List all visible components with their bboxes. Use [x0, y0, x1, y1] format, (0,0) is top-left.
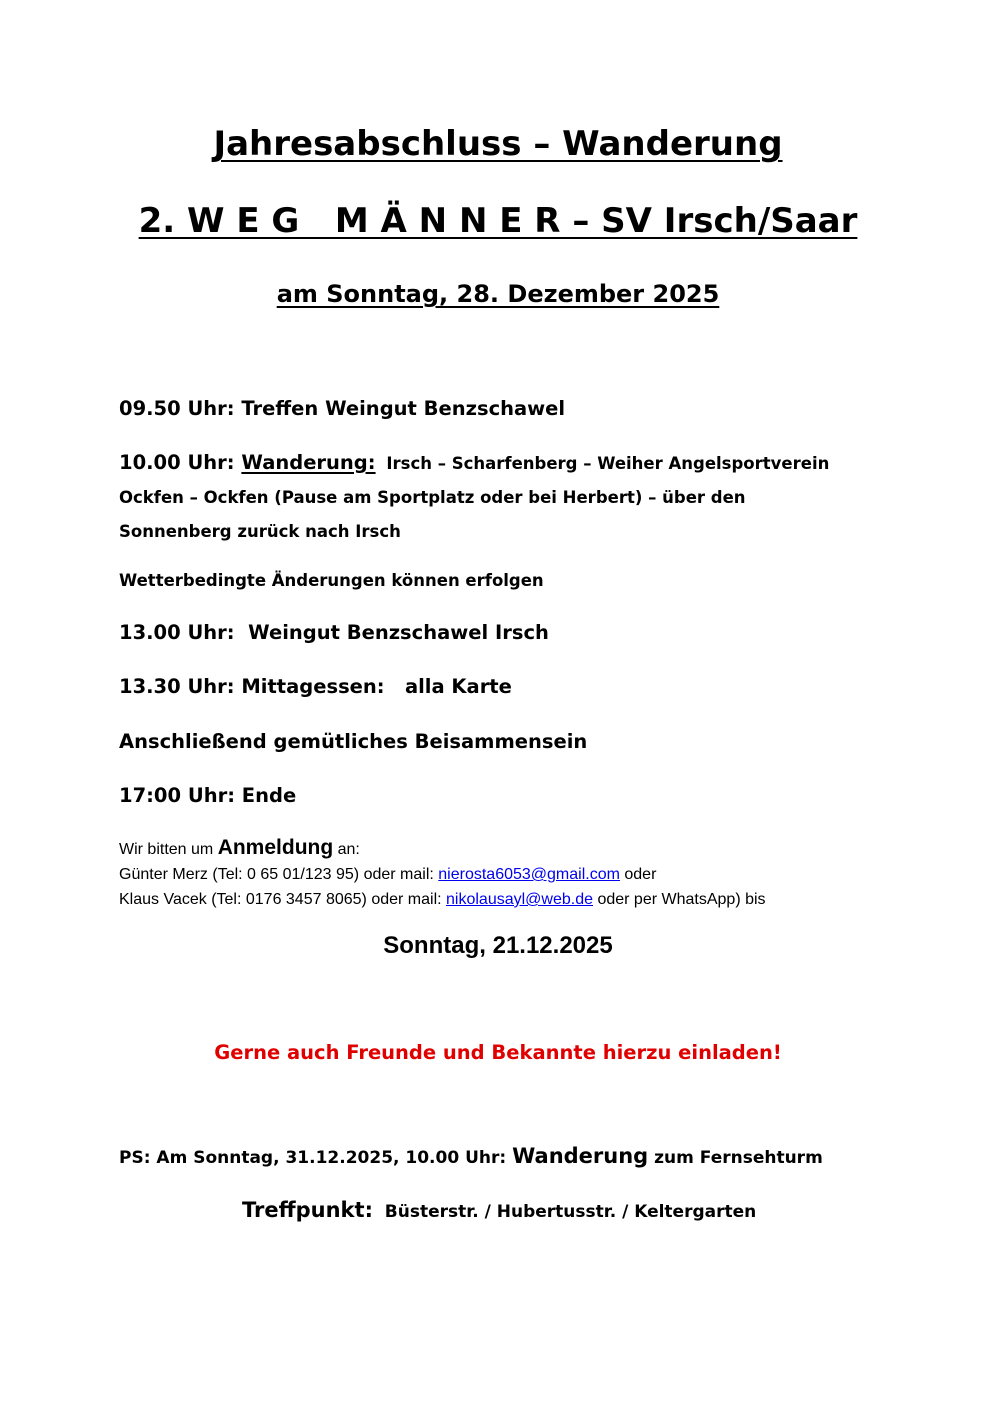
postscript-after: zum Fernsehturm	[648, 1148, 823, 1168]
contact-klaus-text: Klaus Vacek (Tel: 0176 3457 8065) oder mail:	[119, 891, 447, 908]
schedule-item-meeting: 09.50 Uhr: Treffen Weingut Benzschawel	[119, 397, 566, 420]
contact-klaus-after: oder per WhatsApp) bis	[593, 891, 766, 908]
page-title: Jahresabschluss – Wanderung	[213, 124, 783, 164]
schedule-item-hike	[119, 451, 829, 474]
registration-keyword: Anmeldung	[217, 836, 334, 859]
invite-notice: Gerne auch Freunde und Bekannte hierzu einladen!	[214, 1041, 782, 1064]
registration-deadline: Sonntag, 21.12.2025	[383, 932, 613, 959]
schedule-item-lunch: 13.30 Uhr: Mittagessen: alla Karte	[119, 675, 512, 698]
postscript	[119, 1144, 823, 1168]
contact-gunter-text: Günter Merz (Tel: 0 65 01/123 95) oder mail:	[119, 866, 439, 883]
meeting-point-label: Treffpunkt:	[242, 1198, 373, 1222]
schedule-hike-route-line3: Sonnenberg zurück nach Irsch	[119, 522, 401, 541]
event-date: am Sonntag, 28. Dezember 2025	[276, 280, 720, 308]
contact-klaus	[119, 891, 766, 909]
weather-note: Wetterbedingte Änderungen können erfolgen	[119, 571, 544, 590]
meeting-point-place: Büsterstr. / Hubertusstr. / Keltergarten	[372, 1202, 757, 1222]
contact-gunter	[119, 866, 656, 884]
postscript-before: PS: Am Sonntag, 31.12.2025, 10.00 Uhr:	[119, 1148, 513, 1168]
schedule-hike-route-line1: Irsch – Scharfenberg – Weiher Angelsportverein	[386, 454, 830, 473]
registration-intro	[119, 836, 360, 860]
page-subtitle	[0, 201, 996, 241]
postscript-hike: Wanderung	[512, 1144, 649, 1168]
schedule-item-end: 17:00 Uhr: Ende	[119, 784, 297, 807]
schedule-item-gathering: Anschließend gemütliches Beisammensein	[119, 730, 588, 753]
contact-gunter-email-link[interactable]: nierosta6053@gmail.com	[438, 866, 620, 883]
schedule-item-winery: 13.00 Uhr: Weingut Benzschawel Irsch	[119, 621, 549, 644]
registration-intro-after: an:	[333, 841, 360, 858]
schedule-hike-time: 10.00 Uhr:	[119, 451, 242, 474]
schedule-hike-label: Wanderung:	[241, 451, 376, 474]
meeting-point	[242, 1198, 756, 1222]
schedule-hike-route-line2: Ockfen – Ockfen (Pause am Sportplatz oder bei Herbert) – über den	[119, 488, 746, 507]
contact-klaus-email-link[interactable]: nikolausayl@web.de	[446, 891, 594, 908]
subtitle-text: 2. W E G M Ä N N E R – SV Irsch/Saar	[138, 201, 858, 241]
contact-gunter-after: oder	[619, 866, 657, 883]
registration-intro-before: Wir bitten um	[119, 841, 218, 858]
